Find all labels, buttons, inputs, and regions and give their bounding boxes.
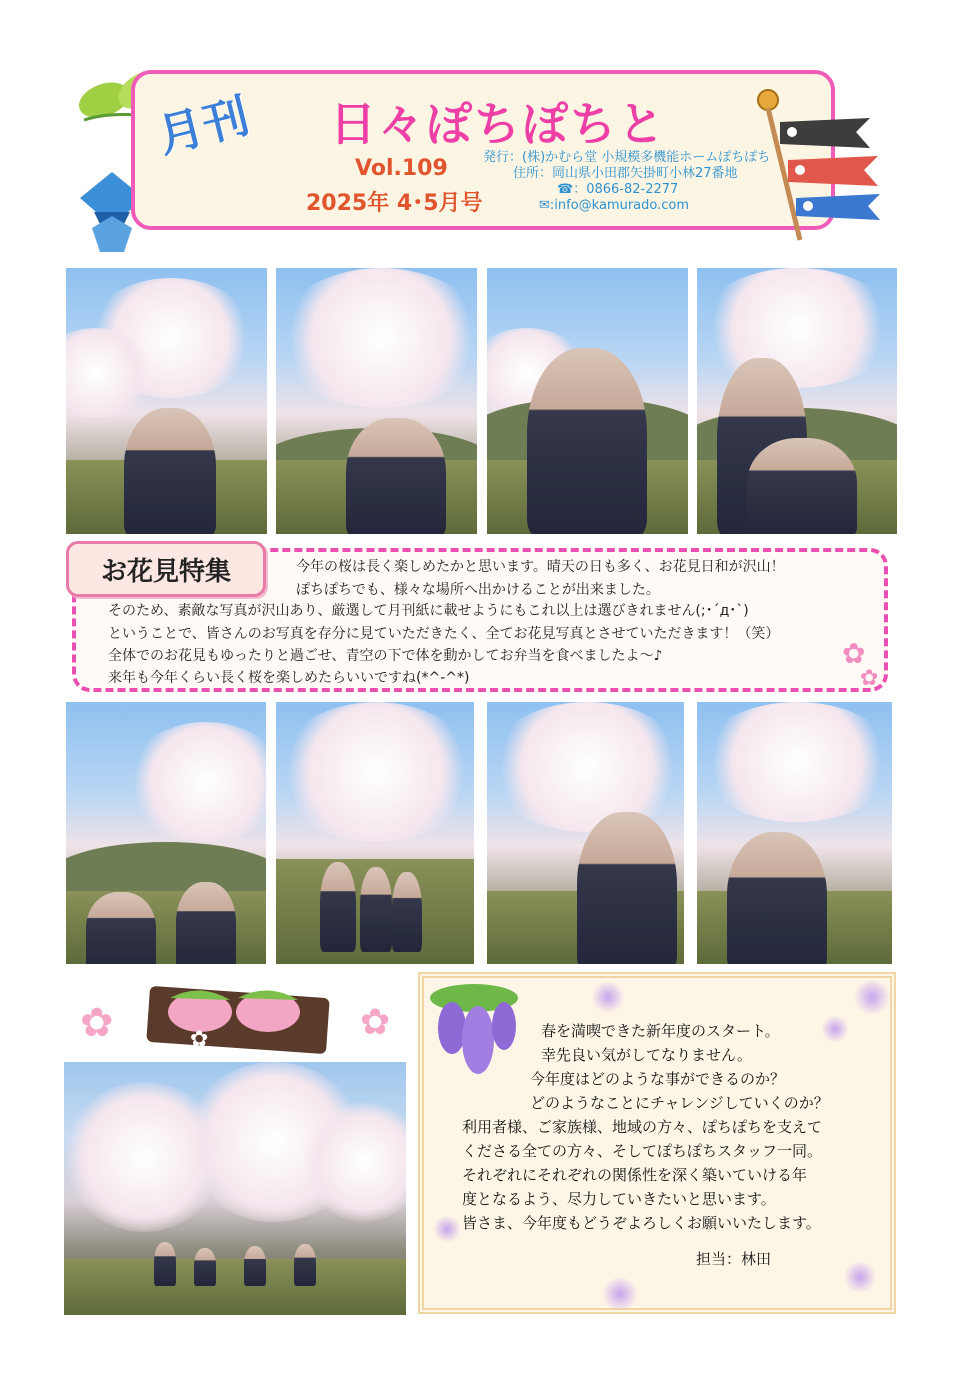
photo-hanami-7	[487, 702, 684, 964]
cherry-blossom-icon: ✿	[842, 637, 866, 670]
message-line-9: 皆さま、今年度もどうぞよろしくお願いいたします。	[462, 1214, 821, 1232]
photo-hanami-6	[276, 702, 474, 964]
koinobori-carp-streamer-icon	[752, 88, 888, 244]
volume-number: Vol.109	[355, 156, 448, 181]
newsletter-title: 日々ぽちぽちと	[330, 97, 666, 151]
decor-dot	[600, 1278, 640, 1310]
photo-hanami-1	[66, 268, 267, 534]
hanami-text-line-6: 来年も今年くらい長く桜を楽しめたらいいですね(*^-^*)	[108, 670, 470, 686]
message-line-8: 度となるよう、尽力していきたいと思います。	[462, 1190, 776, 1208]
decor-dot	[432, 1216, 462, 1242]
message-signature: 担当：林田	[696, 1250, 772, 1268]
message-line-7: それぞれにそれぞれの関係性を深く築いていける年	[462, 1166, 808, 1184]
message-line-4: どのようなことにチャレンジしていくのか？	[530, 1094, 829, 1112]
decor-dot	[842, 1262, 878, 1292]
wisteria-icon	[418, 980, 530, 1092]
cherry-blossom-icon: ✿	[860, 666, 879, 691]
publisher-name: 発行：(株)かむら堂 小規模多機能ホームぽちぽち	[483, 150, 771, 165]
sakura-mochi-illustration	[70, 978, 410, 1060]
decor-dot	[852, 980, 892, 1014]
photo-hanami-3	[487, 268, 688, 534]
message-line-5: 利用者様、ご家族様、地域の方々、ぽちぽちを支えて	[462, 1118, 823, 1136]
publisher-email: ✉:info@kamurado.com	[539, 198, 690, 213]
svg-text:✿: ✿	[190, 1027, 209, 1052]
hanami-text-line-1: 今年の桜は長く楽しめたかと思います。晴天の日も多く、お花見日和が沢山！	[296, 559, 785, 575]
photo-hanami-2	[276, 268, 477, 534]
svg-text:✿: ✿	[360, 1002, 391, 1043]
hanami-text-line-5: 全体でのお花見もゆったりと過ごせ、青空の下で体を動かしてお弁当を食べましたよ～♪	[108, 648, 663, 664]
message-line-3: 今年度はどのような事ができるのか？	[530, 1070, 786, 1088]
message-line-1: 春を満喫できた新年度のスタート。	[541, 1022, 780, 1040]
publisher-address: 住所：岡山県小田郡矢掛町小林27番地	[513, 166, 738, 181]
svg-text:✿: ✿	[80, 1000, 114, 1046]
photo-hanami-4	[697, 268, 897, 534]
decor-dot	[820, 1016, 850, 1042]
message-line-6: くださる全ての方々、そしてぽちぽちスタッフ一同。	[462, 1142, 823, 1160]
hanami-feature-title: お花見特集	[66, 541, 266, 597]
photo-hanami-8	[697, 702, 892, 964]
publisher-info	[483, 150, 770, 214]
monthly-label: 月刊	[152, 88, 255, 164]
publisher-phone: ☎：0866-82-2277	[557, 182, 679, 197]
photo-group-hanami	[64, 1062, 406, 1315]
hanami-text-line-3: そのため、素敵な写真が沢山あり、厳選して月刊紙に載せようにもこれ以上は選びきれません(;･´д･`)	[108, 603, 749, 619]
decor-dot	[590, 982, 626, 1012]
issue-date: 2025年 4･5月号	[306, 191, 483, 216]
hanami-text-line-4: ということで、皆さんのお写真を存分に見ていただきたく、全てお花見写真とさせていただきます！（笑）	[108, 626, 780, 642]
message-line-2: 幸先良い気がしてなりません。	[541, 1046, 752, 1064]
hanami-text-line-2: ぽちぽちでも、様々な場所へ出かけることが出来ました。	[296, 582, 660, 598]
photo-hanami-5	[66, 702, 266, 964]
